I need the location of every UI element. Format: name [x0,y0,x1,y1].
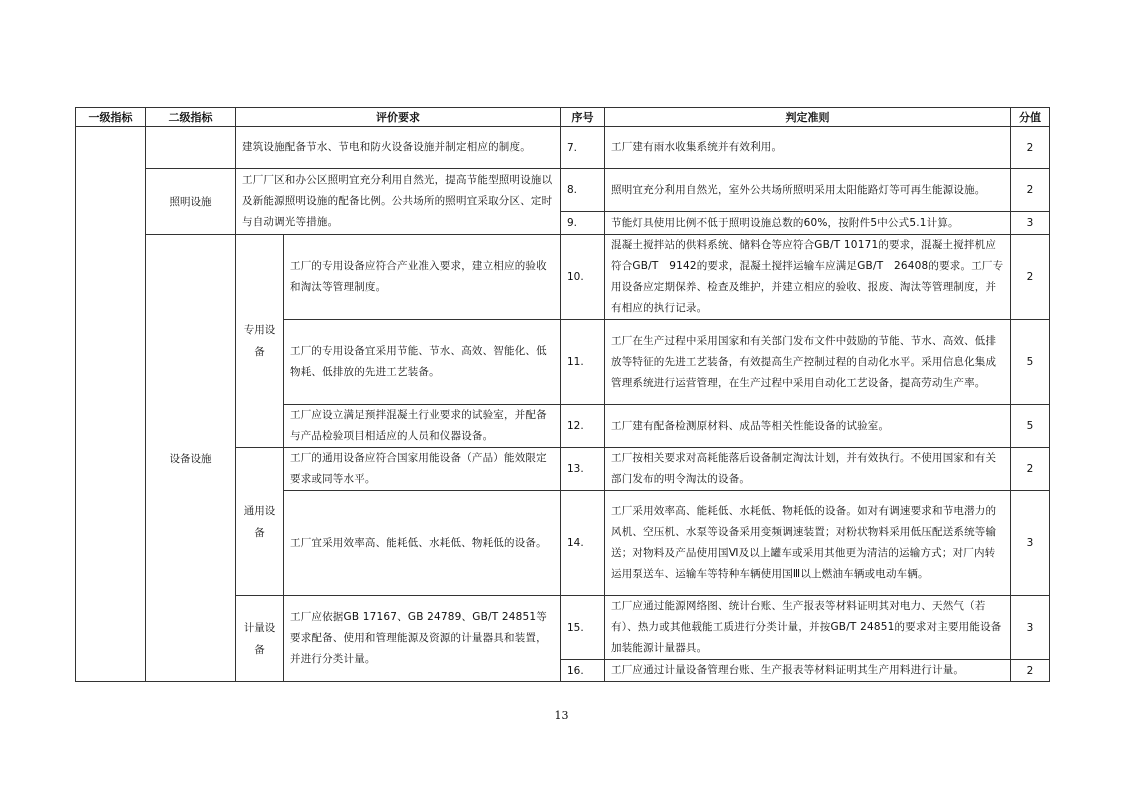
header-level2: 二级指标 [146,108,236,127]
level2-cell-empty [146,127,236,169]
subgroup-special: 专用设备 [236,235,284,448]
score-cell: 3 [1011,491,1050,596]
score-cell: 5 [1011,405,1050,448]
criteria-cell: 节能灯具使用比例不低于照明设施总数的60%，按附件5中公式5.1计算。 [605,212,1011,235]
row-number: 13. [561,448,605,491]
score-cell: 3 [1011,596,1050,660]
row-number: 16. [561,660,605,682]
requirement-cell: 工厂的专用设备宜采用节能、节水、高效、智能化、低物耗、低排放的先进工艺装备。 [284,320,561,405]
requirement-cell: 工厂厂区和办公区照明宜充分利用自然光，提高节能型照明设施以及新能源照明设施的配备比例。公共场所的照明宜采取分区、定时与自动调光等措施。 [236,169,561,235]
requirement-cell: 工厂的通用设备应符合国家用能设备（产品）能效限定要求或同等水平。 [284,448,561,491]
row-number: 8. [561,169,605,212]
requirement-cell: 建筑设施配备节水、节电和防火设备设施并制定相应的制度。 [236,127,561,169]
criteria-cell: 工厂建有配备检测原材料、成品等相关性能设备的试验室。 [605,405,1011,448]
row-number: 9. [561,212,605,235]
criteria-cell: 工厂按相关要求对高耗能落后设备制定淘汰计划，并有效执行。不使用国家和有关部门发布的明令淘汰的设备。 [605,448,1011,491]
level2-equipment: 设备设施 [146,235,236,682]
header-number: 序号 [561,108,605,127]
score-cell: 5 [1011,320,1050,405]
criteria-cell: 工厂采用效率高、能耗低、水耗低、物耗低的设备。如对有调速要求和节电潜力的风机、空压机、水泵等设备采用变频调速装置；对粉状物料采用低压配送系统等输送；对物料及产品使用国Ⅵ及以上罐车或采用其他更为清洁的运输方式；对厂内转运用泵送车、运输车等特种车辆使用国Ⅲ以上燃油车辆或电动车辆。 [605,491,1011,596]
row-number: 15. [561,596,605,660]
score-cell: 2 [1011,127,1050,169]
header-requirement: 评价要求 [236,108,561,127]
row-number: 11. [561,320,605,405]
score-cell: 3 [1011,212,1050,235]
criteria-cell: 工厂应通过计量设备管理台账、生产报表等材料证明其生产用料进行计量。 [605,660,1011,682]
subgroup-general: 通用设备 [236,448,284,596]
score-cell: 2 [1011,169,1050,212]
evaluation-table [75,107,1050,682]
level2-lighting: 照明设施 [146,169,236,235]
header-level1: 一级指标 [76,108,146,127]
requirement-cell: 工厂宜采用效率高、能耗低、水耗低、物耗低的设备。 [284,491,561,596]
header-row [76,108,1050,127]
requirement-cell: 工厂应设立满足预拌混凝土行业要求的试验室，并配备与产品检验项目相适应的人员和仪器设备。 [284,405,561,448]
page-number: 13 [554,709,569,722]
criteria-cell: 混凝土搅拌站的供料系统、储料仓等应符合GB/T 10171的要求，混凝土搅拌机应符合GB/T 9142的要求，混凝土搅拌运输车应满足GB/T 26408的要求。工厂专用设备应定期保养、检查及维护，并建立相应的验收、报废、淘汰等管理制度，并有相应的执行记录。 [605,235,1011,320]
row-number: 10. [561,235,605,320]
row-number: 7. [561,127,605,169]
requirement-cell: 工厂应依据GB 17167、GB 24789、GB/T 24851等要求配备、使用和管理能源及资源的计量器具和装置，并进行分类计量。 [284,596,561,682]
row-number: 14. [561,491,605,596]
score-cell: 2 [1011,235,1050,320]
subgroup-metering: 计量设备 [236,596,284,682]
table-row [76,127,1050,169]
requirement-cell: 工厂的专用设备应符合产业准入要求，建立相应的验收和淘汰等管理制度。 [284,235,561,320]
row-number: 12. [561,405,605,448]
score-cell: 2 [1011,660,1050,682]
table-row [76,235,1050,320]
criteria-cell: 照明宜充分利用自然光，室外公共场所照明采用太阳能路灯等可再生能源设施。 [605,169,1011,212]
header-score: 分值 [1011,108,1050,127]
criteria-cell: 工厂在生产过程中采用国家和有关部门发布文件中鼓励的节能、节水、高效、低排放等特征的先进工艺装备，有效提高生产控制过程的自动化水平。采用信息化集成管理系统进行运营管理，在生产过程中采用自动化工艺设备，提高劳动生产率。 [605,320,1011,405]
level1-cell [76,127,146,682]
score-cell: 2 [1011,448,1050,491]
criteria-cell: 工厂建有雨水收集系统并有效利用。 [605,127,1011,169]
header-criteria: 判定准则 [605,108,1011,127]
criteria-cell: 工厂应通过能源网络图、统计台账、生产报表等材料证明其对电力、天然气（若有）、热力或其他载能工质进行分类计量，并按GB/T 24851的要求对主要用能设备加装能源计量器具。 [605,596,1011,660]
table-row [76,169,1050,212]
